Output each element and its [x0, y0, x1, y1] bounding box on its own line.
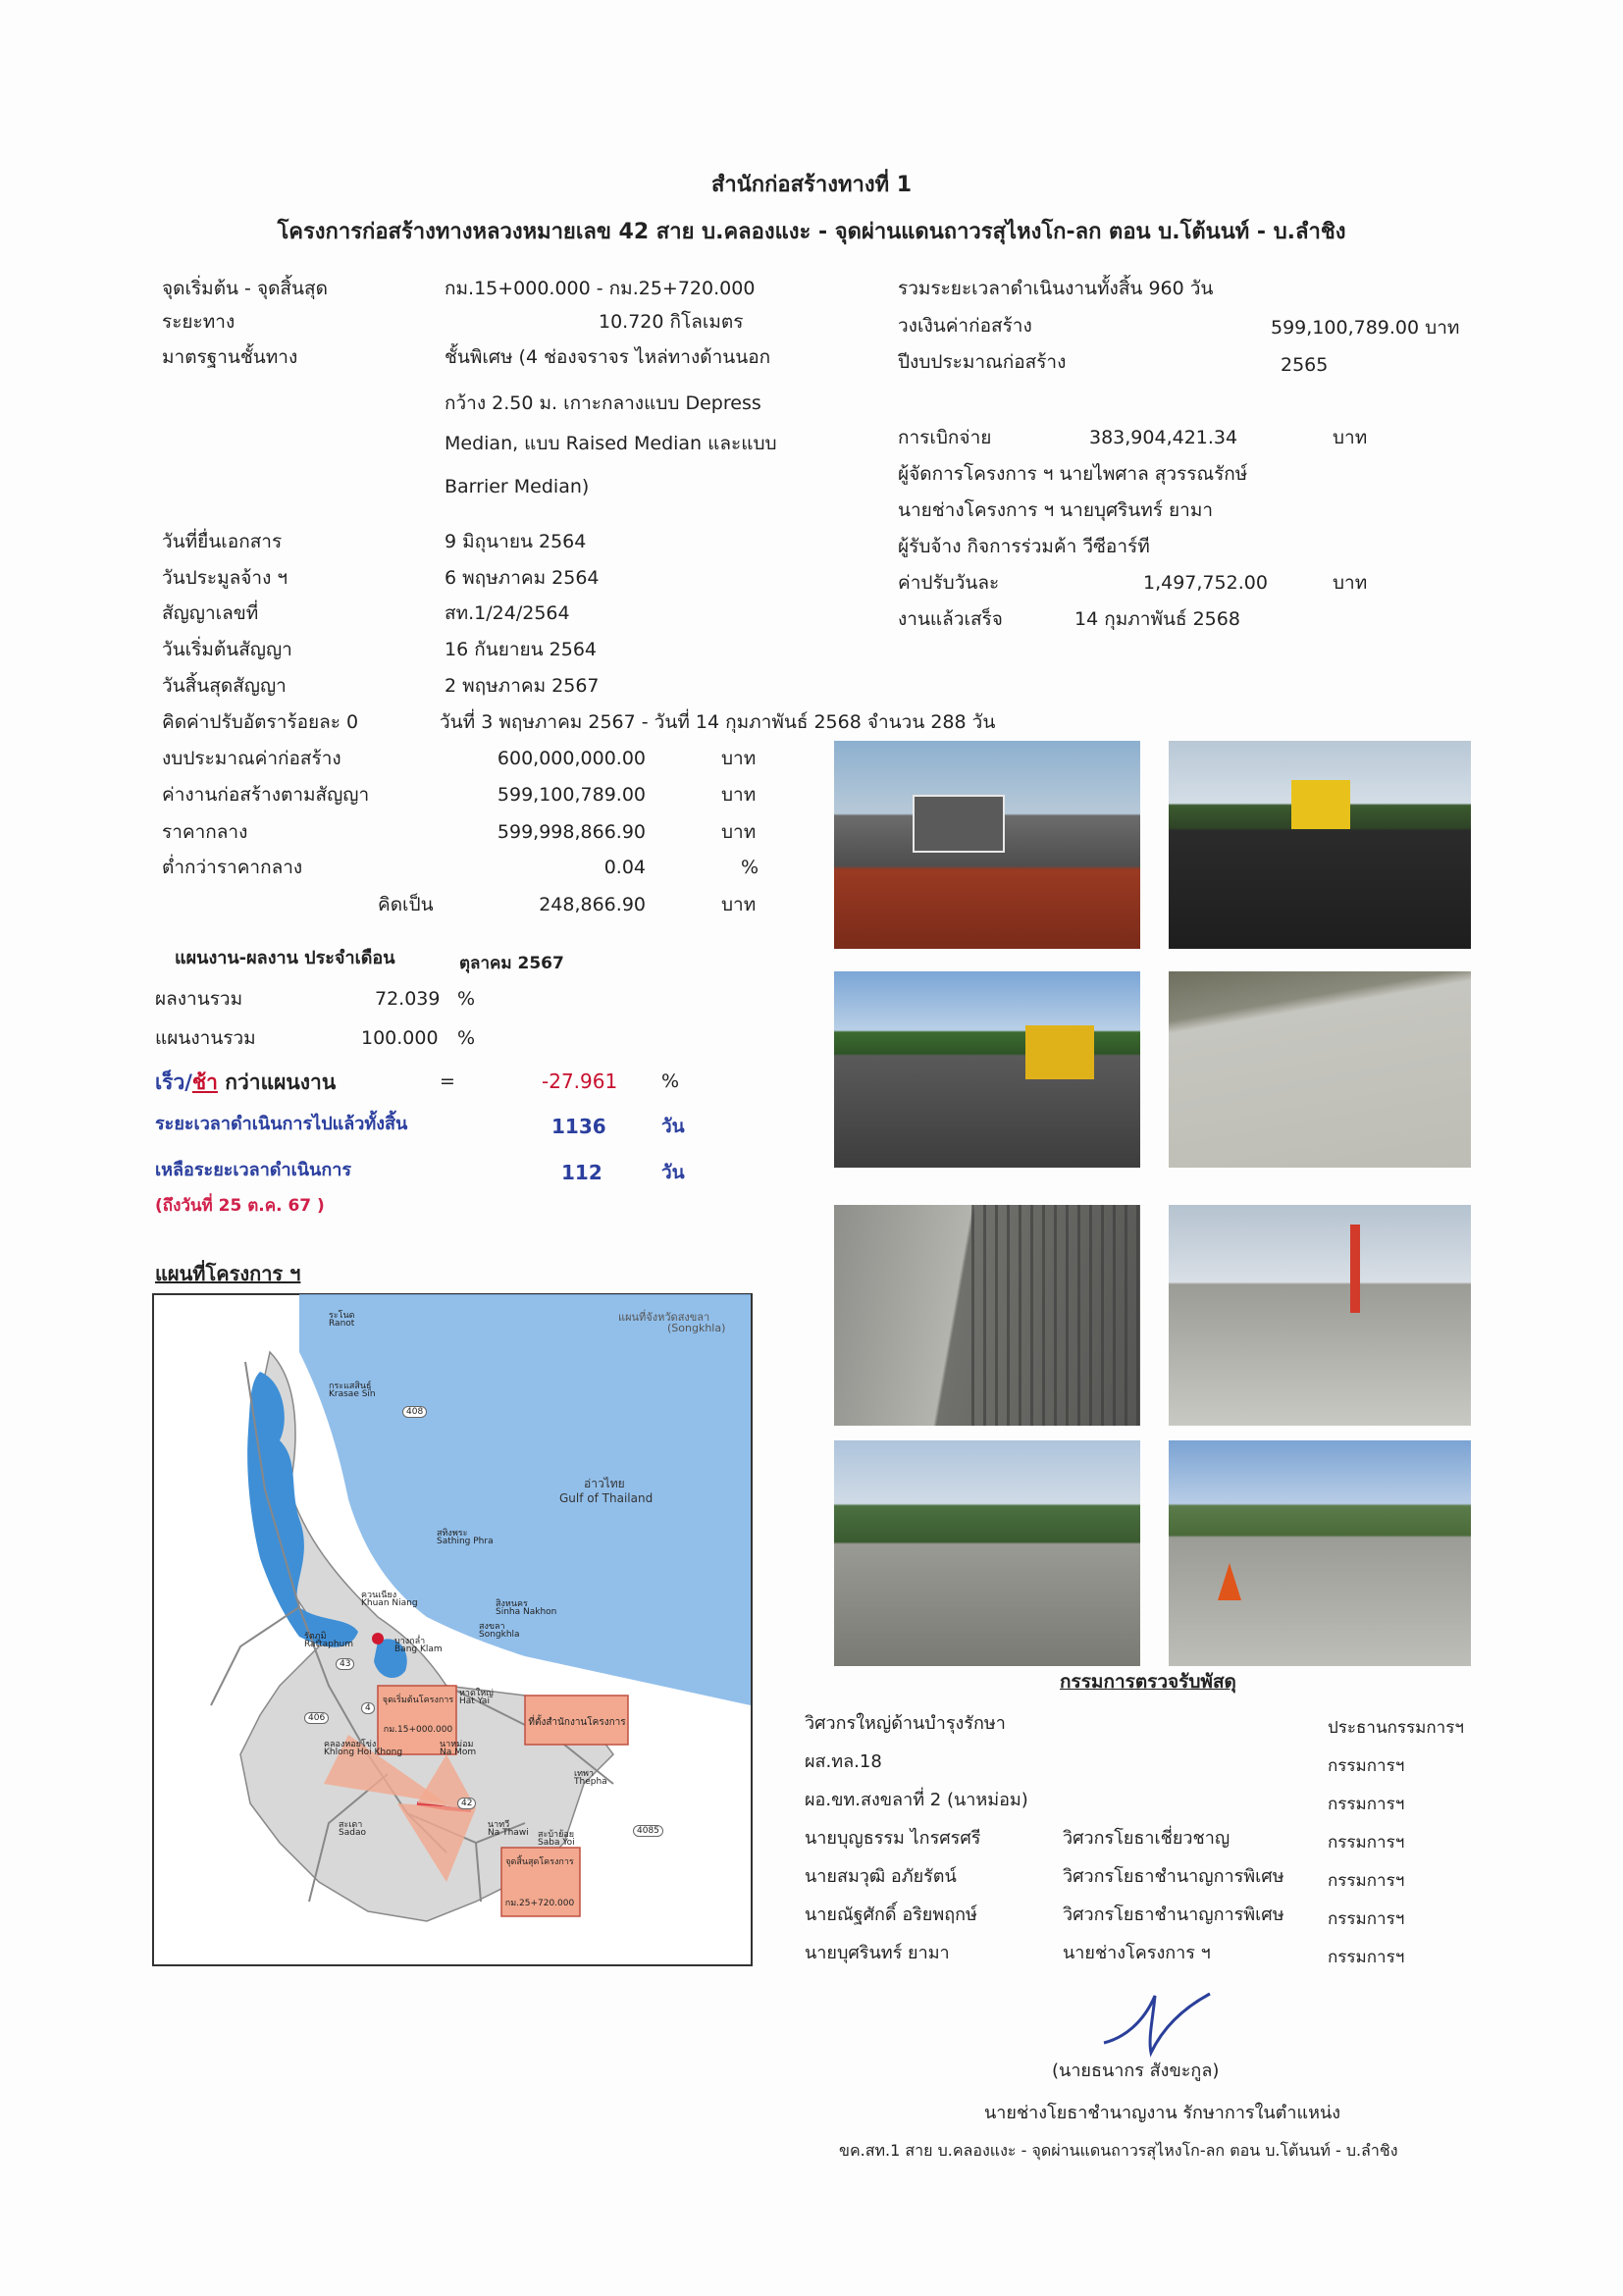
- signer-unit: ขค.สท.1 สาย บ.คลองแงะ - จุดผ่านแดนถาวรสุไหงโก-ลก ตอน บ.โต้นนท์ - บ.ลำชิง: [839, 2141, 1398, 2160]
- money-label: ต่ำกว่าราคากลาง: [162, 857, 303, 878]
- box-office-label: ที่ตั้งสำนักงานโครงการ: [528, 1717, 626, 1728]
- box-start-label: จุดเริ่มต้นโครงการ: [382, 1696, 454, 1705]
- elapsed-unit: วัน: [661, 1116, 685, 1137]
- date-label: วันประมูลจ้าง ฯ: [162, 567, 288, 589]
- committee-member-role: กรรมการฯ: [1328, 1909, 1405, 1929]
- committee-member-name: ผอ.ขท.สงขลาที่ 2 (นาหม่อม): [805, 1790, 1028, 1810]
- map-header-en: (Songkhla): [667, 1322, 726, 1334]
- office-title: สำนักก่อสร้างทางที่ 1: [710, 173, 913, 197]
- map-header-th: แผนที่จังหวัดสงขลา: [618, 1311, 710, 1324]
- money-label: ราคากลาง: [162, 821, 248, 843]
- money-value: 600,000,000.00: [497, 748, 646, 769]
- project-map: [152, 1293, 753, 1966]
- actual-unit: %: [457, 988, 476, 1010]
- money-unit: บาท: [721, 784, 757, 806]
- box-start-km: กม.15+000.000: [383, 1725, 453, 1735]
- road-number-badge: 43: [336, 1658, 354, 1670]
- progress-title: แผนงาน-ผลงาน ประจำเดือน: [175, 948, 395, 968]
- elapsed-value: 1136: [551, 1115, 606, 1138]
- total-duration: รวมระยะเวลาดำเนินงานทั้งสิ้น 960 วัน: [898, 278, 1214, 299]
- date-label: วันสิ้นสุดสัญญา: [162, 675, 287, 697]
- progress-month: ตุลาคม 2567: [459, 954, 564, 973]
- fast-word: เร็ว: [155, 1070, 185, 1094]
- committee-member-role: กรรมการฯ: [1328, 1795, 1405, 1814]
- daily-fine-value: 1,497,752.00: [1143, 572, 1268, 594]
- disbursement-label: การเบิกจ่าย: [898, 427, 992, 448]
- info-value: กม.15+000.000 - กม.25+720.000: [445, 278, 756, 299]
- info-label: จุดเริ่มต้น - จุดสิ้นสุด: [162, 278, 328, 299]
- committee-member-role: กรรมการฯ: [1328, 1948, 1405, 1967]
- money-unit: บาท: [721, 894, 757, 915]
- daily-fine-label: ค่าปรับวันละ: [898, 572, 1000, 594]
- contractor: ผู้รับจ้าง กิจการร่วมค้า วีซีอาร์ที: [898, 536, 1150, 557]
- disbursement-unit: บาท: [1333, 427, 1368, 448]
- slash: /: [184, 1070, 192, 1094]
- map-place-en: Sinha Nakhon: [496, 1607, 557, 1617]
- map-place-th: กระแสสินธุ์: [329, 1382, 372, 1391]
- ahead-behind-label: [155, 1067, 336, 1099]
- road-number-badge: 4: [361, 1702, 375, 1714]
- map-place-th: นาหม่อม: [440, 1740, 474, 1749]
- diff-value: -27.961: [542, 1070, 618, 1093]
- committee-member-name: ผส.ทล.18: [805, 1751, 882, 1772]
- date-label: วันเริ่มต้นสัญญา: [162, 639, 292, 660]
- date-value: 6 พฤษภาคม 2564: [445, 567, 600, 589]
- project-engineer: นายช่างโครงการ ฯ นายบุศรินทร์ ยามา: [898, 499, 1214, 521]
- committee-member-position: วิศวกรโยธาชำนาญการพิเศษ: [1063, 1905, 1284, 1925]
- committee-member-role: กรรมการฯ: [1328, 1756, 1405, 1776]
- info-value: 10.720 กิโลเมตร: [599, 311, 744, 333]
- committee-member-role: กรรมการฯ: [1328, 1871, 1405, 1891]
- signature-mark: [1094, 1984, 1222, 2062]
- map-place-th: นาทวี: [488, 1820, 510, 1830]
- photo-intersection: [1169, 1440, 1471, 1666]
- map-place-en: Bang Klam: [394, 1644, 443, 1654]
- map-place-th: สทิงพระ: [437, 1529, 468, 1539]
- plan-label: แผนงานรวม: [155, 1027, 256, 1049]
- photo-finished-road: [834, 1440, 1140, 1666]
- map-place-th: รัตภูมิ: [304, 1632, 327, 1642]
- signer-name: (นายธนากร สังขะกูล): [1052, 2061, 1220, 2081]
- committee-member-name: นายบุญธรรม ไกรศรศรี: [805, 1828, 981, 1849]
- photo-prime-coat: [834, 741, 1140, 949]
- rest-word: กว่าแผนงาน: [217, 1070, 337, 1094]
- map-place-en: Khlong Hoi Khong: [324, 1748, 403, 1757]
- map-place-th: หาดใหญ่: [459, 1689, 494, 1698]
- map-place-en: Na Thawi: [488, 1828, 529, 1838]
- map-place-en: Thepha: [574, 1777, 607, 1787]
- map-title: แผนที่โครงการ ฯ: [155, 1262, 301, 1285]
- date-value: 2 พฤษภาคม 2567: [445, 675, 600, 697]
- gulf-en: Gulf of Thailand: [559, 1491, 654, 1505]
- map-place-th: สะเดา: [339, 1820, 363, 1830]
- completion-label: งานแล้วเสร็จ: [898, 608, 1003, 630]
- as-of-date: (ถึงวันที่ 25 ต.ค. 67 ): [155, 1196, 325, 1216]
- map-place-th: เทพา: [574, 1769, 594, 1779]
- committee-member-name: วิศวกรใหญ่ด้านบำรุงรักษา: [805, 1713, 1006, 1734]
- money-unit: %: [741, 857, 759, 878]
- map-place-th: ระโนด: [329, 1311, 355, 1321]
- map-place-th: ควนเนียง: [361, 1591, 397, 1600]
- info-value: กว้าง 2.50 ม. เกาะกลางแบบ Depress: [445, 392, 761, 414]
- money-value: 0.04: [603, 857, 646, 878]
- committee-member-position: วิศวกรโยธาเชี่ยวชาญ: [1063, 1828, 1230, 1849]
- date-label: วันที่ยื่นเอกสาร: [162, 531, 283, 552]
- money-value: 599,100,789.00: [497, 784, 646, 806]
- road-number-badge: 4085: [633, 1825, 663, 1837]
- committee-member-role: กรรมการฯ: [1328, 1833, 1405, 1852]
- money-label: งบประมาณค่าก่อสร้าง: [162, 748, 341, 769]
- map-place-en: Saba Yoi: [538, 1838, 575, 1848]
- info-label: มาตรฐานชั้นทาง: [162, 346, 298, 368]
- completion-value: 14 กุมภาพันธ์ 2568: [1074, 608, 1240, 630]
- map-place-en: Khuan Niang: [361, 1598, 418, 1608]
- budget-value: 599,100,789.00 บาท: [1271, 317, 1460, 339]
- road-number-badge: 408: [402, 1406, 427, 1418]
- diff-unit: %: [661, 1070, 680, 1092]
- disbursement-value: 383,904,421.34: [1089, 427, 1238, 448]
- date-label: สัญญาเลขที่: [162, 602, 259, 624]
- map-place-th: บางกล่ำ: [394, 1637, 426, 1646]
- map-place-en: Sathing Phra: [437, 1537, 494, 1546]
- money-label: ค่างานก่อสร้างตามสัญญา: [162, 784, 370, 806]
- committee-member-position: นายช่างโครงการ ฯ: [1063, 1943, 1211, 1963]
- actual-value: 72.039: [375, 988, 441, 1010]
- road-number-badge: 406: [304, 1712, 329, 1724]
- info-value: ชั้นพิเศษ (4 ช่องจราจร ไหล่ทางด้านนอก: [445, 346, 771, 368]
- date-value: 16 กันยายน 2564: [445, 639, 598, 660]
- equals-sign: =: [440, 1070, 455, 1092]
- map-place-en: Rattaphum: [304, 1640, 354, 1649]
- date-value: 9 มิถุนายน 2564: [445, 531, 587, 552]
- info-value: Barrier Median): [445, 476, 590, 497]
- fiscal-year-value: 2565: [1281, 354, 1329, 376]
- committee-member-role: ประธานกรรมการฯ: [1328, 1718, 1464, 1738]
- photo-concrete-finishing: [1169, 971, 1471, 1168]
- elapsed-label: ระยะเวลาดำเนินการไปแล้วทั้งสิ้น: [155, 1114, 408, 1134]
- date-value: สท.1/24/2564: [445, 602, 570, 624]
- remain-unit: วัน: [661, 1162, 685, 1183]
- project-manager: ผู้จัดการโครงการ ฯ นายไพศาล สุวรรณรักษ์: [898, 463, 1248, 485]
- info-value: Median, แบบ Raised Median และแบบ: [445, 433, 777, 454]
- date-label: คิดค่าปรับอัตราร้อยละ 0: [162, 711, 359, 733]
- map-place-en: Songkhla: [479, 1630, 520, 1640]
- money-unit: บาท: [721, 748, 757, 769]
- actual-label: ผลงานรวม: [155, 988, 243, 1010]
- plan-value: 100.000: [361, 1027, 439, 1049]
- photo-barrier-rebar: [834, 1205, 1140, 1426]
- box-end-label: จุดสิ้นสุดโครงการ: [505, 1857, 574, 1867]
- slow-word: ช้า: [191, 1070, 218, 1094]
- daily-fine-unit: บาท: [1333, 572, 1368, 594]
- remain-label: เหลือระยะเวลาดำเนินการ: [155, 1160, 352, 1180]
- money-label: คิดเป็น: [378, 894, 434, 915]
- photo-median-barrier: [1169, 1205, 1471, 1426]
- money-value: 599,998,866.90: [497, 821, 646, 843]
- committee-member-position: วิศวกรโยธาชำนาญการพิเศษ: [1063, 1866, 1284, 1887]
- map-place-en: Ranot: [329, 1319, 355, 1329]
- photo-roller-asphalt: [1169, 741, 1471, 949]
- committee-title: กรรมการตรวจรับพัสดุ: [1060, 1671, 1236, 1693]
- date-value: วันที่ 3 พฤษภาคม 2567 - วันที่ 14 กุมภาพันธ์ 2568 จำนวน 288 วัน: [440, 711, 996, 733]
- plan-unit: %: [457, 1027, 476, 1049]
- remain-value: 112: [561, 1161, 602, 1184]
- map-place-th: สะบ้าย้อย: [538, 1830, 575, 1840]
- photo-tire-roller: [834, 971, 1140, 1168]
- money-value: 248,866.90: [539, 894, 646, 915]
- signer-title: นายช่างโยธาชำนาญงาน รักษาการในตำแหน่ง: [984, 2103, 1341, 2123]
- road-number-badge: 42: [457, 1798, 476, 1809]
- budget-label: วงเงินค่าก่อสร้าง: [898, 315, 1032, 337]
- map-place-th: คลองหอยโข่ง: [324, 1740, 377, 1749]
- map-place-en: Krasae Sin: [329, 1389, 376, 1399]
- gulf-th: อ่าวไทย: [584, 1477, 625, 1490]
- committee-member-name: นายบุศรินทร์ ยามา: [805, 1943, 950, 1963]
- money-unit: บาท: [721, 821, 757, 843]
- box-end-km: กม.25+720.000: [504, 1899, 575, 1908]
- map-place-en: Hat Yai: [459, 1696, 490, 1706]
- committee-member-name: นายสมวุฒิ อภัยรัตน์: [805, 1866, 957, 1887]
- committee-member-name: นายณัฐศักดิ์ อริยพฤกษ์: [805, 1905, 977, 1925]
- info-label: ระยะทาง: [162, 311, 236, 333]
- map-place-en: Na Mom: [440, 1748, 477, 1757]
- map-place-en: Sadao: [339, 1828, 366, 1838]
- map-place-th: สงขลา: [479, 1622, 505, 1632]
- map-place-th: สิงหนคร: [496, 1599, 528, 1609]
- project-title: โครงการก่อสร้างทางหลวงหมายเลข 42 สาย บ.คลองแงะ - จุดผ่านแดนถาวรสุไหงโก-ลก ตอน บ.โต้นนท์ - บ.ลำชิง: [277, 220, 1346, 244]
- fiscal-year-label: ปีงบประมาณก่อสร้าง: [898, 351, 1067, 373]
